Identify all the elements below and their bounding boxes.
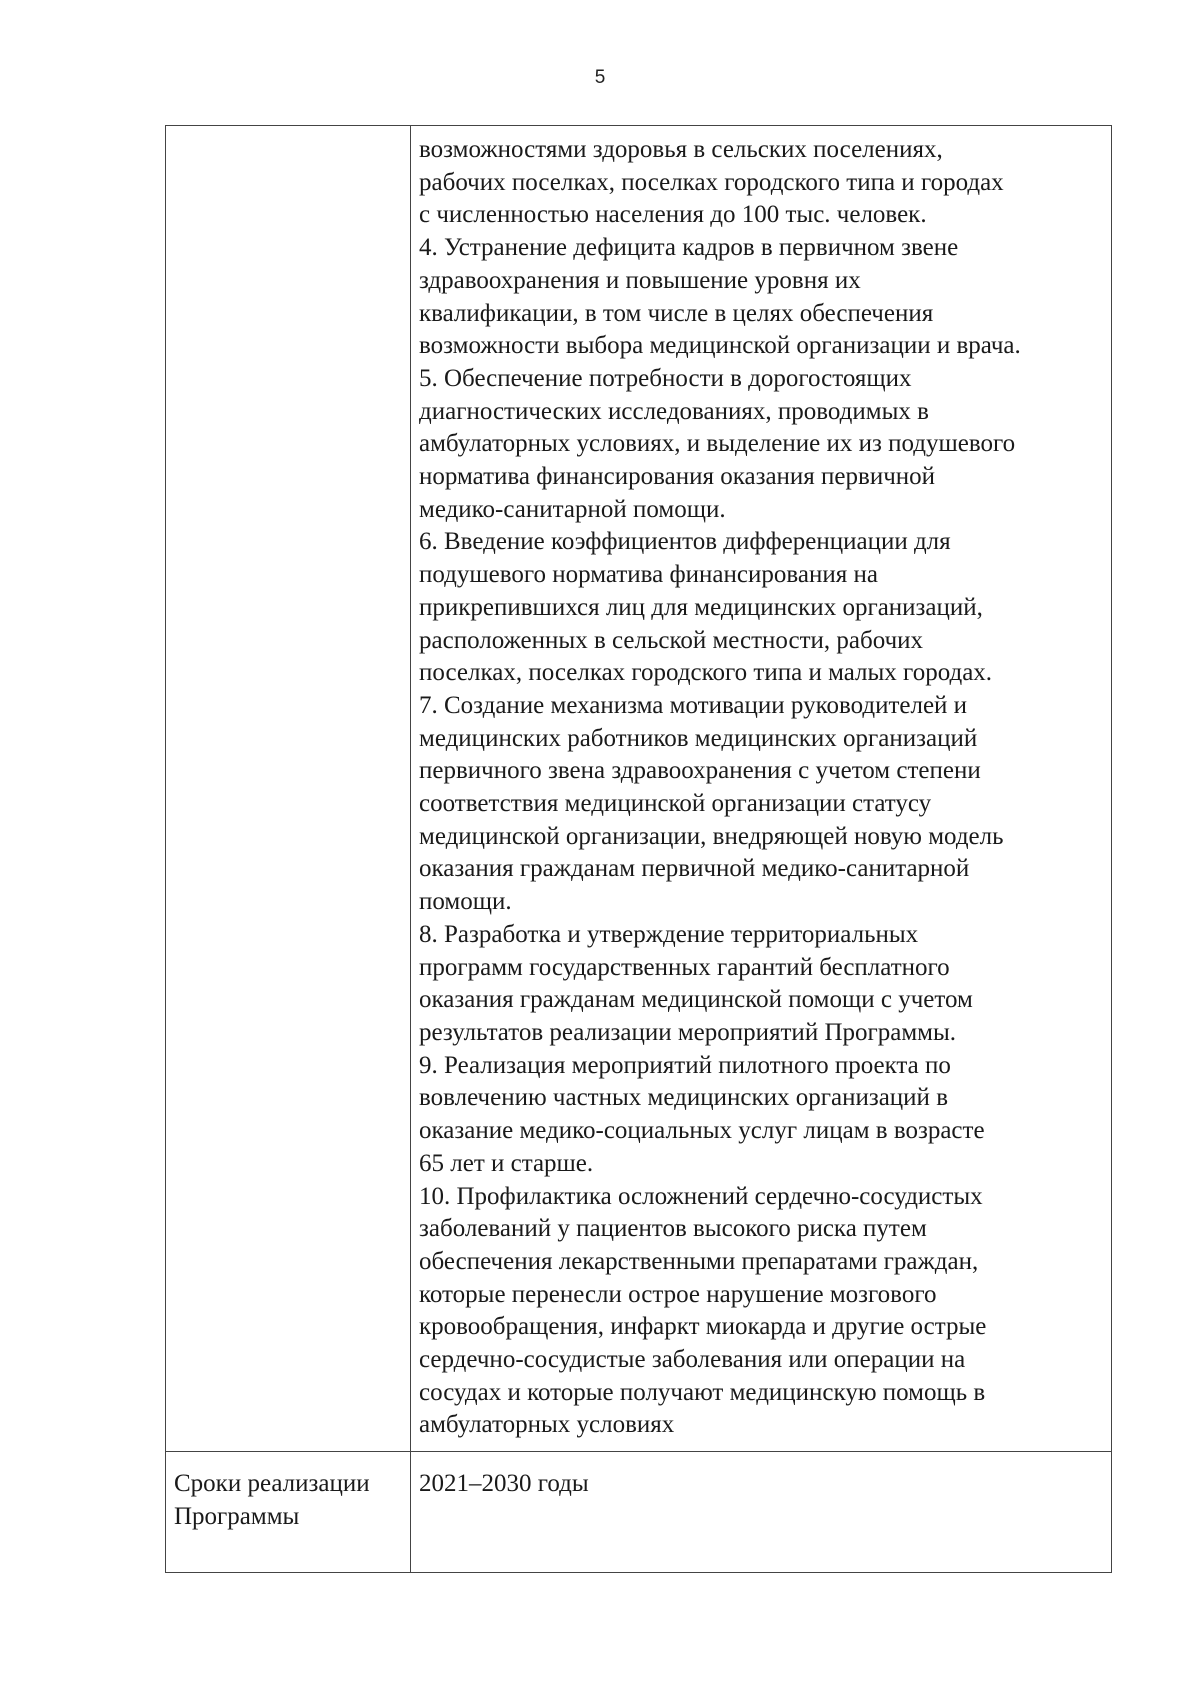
task-text-line: заболеваний у пациентов высокого риска путем — [419, 1215, 927, 1243]
task-text-line: соответствия медицинской организации статусу — [419, 790, 932, 818]
task-text-line: первичного звена здравоохранения с учетом степени — [419, 757, 981, 785]
task-text-line: обеспечения лекарственными препаратами граждан, — [419, 1247, 979, 1275]
program-passport-table — [165, 125, 1112, 1573]
task-text-line: 10. Профилактика осложнений сердечно-сосудистых — [419, 1182, 983, 1210]
task-text-line: сердечно-сосудистые заболевания или операции на — [419, 1346, 966, 1374]
task-text-line: 65 лет и старше. — [419, 1149, 594, 1177]
term-label-line: Программы — [174, 1502, 300, 1530]
task-text-line: рабочих поселках, поселках городского типа и городах — [419, 168, 1004, 196]
task-text-line: вовлечению частных медицинских организаций в — [419, 1084, 948, 1112]
task-text-line: программ государственных гарантий бесплатного — [419, 953, 950, 981]
page-number: 5 — [594, 67, 606, 88]
table-row — [166, 1452, 1112, 1573]
task-text-line: прикрепившихся лиц для медицинских организаций, — [419, 593, 983, 621]
task-text-line: 7. Создание механизма мотивации руководителей и — [419, 691, 968, 719]
task-text-line: 4. Устранение дефицита кадров в первичном звене — [419, 234, 959, 262]
task-text-line: которые перенесли острое нарушение мозгового — [419, 1280, 937, 1308]
table-cell-term-label — [166, 1452, 411, 1573]
task-text-line: расположенных в сельской местности, рабочих — [419, 626, 924, 654]
task-text-line: норматива финансирования оказания первичной — [419, 463, 936, 491]
table-row — [166, 126, 1112, 1452]
term-label-line: Сроки реализации — [174, 1470, 370, 1497]
task-text-line: помощи. — [419, 888, 512, 916]
task-text-line: результатов реализации мероприятий Программы. — [419, 1018, 957, 1046]
task-text-line: возможности выбора медицинской организации и врача. — [419, 332, 1021, 360]
task-text-line: здравоохранения и повышение уровня их — [419, 266, 861, 294]
task-text-line: амбулаторных условиях, и выделение их из подушевого — [419, 430, 1016, 458]
task-text-line: сосудах и которые получают медицинскую помощь в — [419, 1378, 986, 1406]
term-value: 2021–2030 годы — [419, 1470, 589, 1497]
task-text-line: диагностических исследованиях, проводимых в — [419, 397, 929, 425]
task-text-line: амбулаторных условиях — [419, 1411, 675, 1439]
task-text-line: возможностями здоровья в сельских поселениях, — [419, 136, 943, 163]
cell-left-text — [166, 126, 410, 142]
table-cell-term-value — [411, 1452, 1112, 1573]
table-cell-left-empty — [166, 126, 411, 1452]
term-label — [166, 1452, 410, 1533]
task-text-line: поселках, поселках городского типа и малых городах. — [419, 659, 993, 687]
task-text-line: 6. Введение коэффициентов дифференциации для — [419, 528, 951, 556]
task-text-line: подушевого норматива финансирования на — [419, 561, 878, 589]
task-text-line: 8. Разработка и утверждение территориальных — [419, 920, 919, 948]
task-text-line: медико-санитарной помощи. — [419, 495, 726, 523]
table-cell-tasks — [411, 126, 1112, 1452]
task-text-line: оказания гражданам первичной медико-санитарной — [419, 855, 970, 883]
tasks-text — [411, 126, 1111, 1450]
task-text-line: медицинской организации, внедряющей новую модель — [419, 822, 1004, 850]
task-text-line: оказание медико-социальных услуг лицам в возрасте — [419, 1117, 985, 1145]
task-text-line: 5. Обеспечение потребности в дорогостоящих — [419, 364, 912, 392]
task-text-line: с численностью населения до 100 тыс. человек. — [419, 201, 927, 229]
task-text-line: медицинских работников медицинских организаций — [419, 724, 978, 752]
task-text-line: кровообращения, инфаркт миокарда и другие острые — [419, 1313, 987, 1341]
task-text-line: оказания гражданам медицинской помощи с учетом — [419, 986, 973, 1014]
task-text-line: квалификации, в том числе в целях обеспечения — [419, 299, 934, 327]
task-text-line: 9. Реализация мероприятий пилотного проекта по — [419, 1051, 951, 1079]
